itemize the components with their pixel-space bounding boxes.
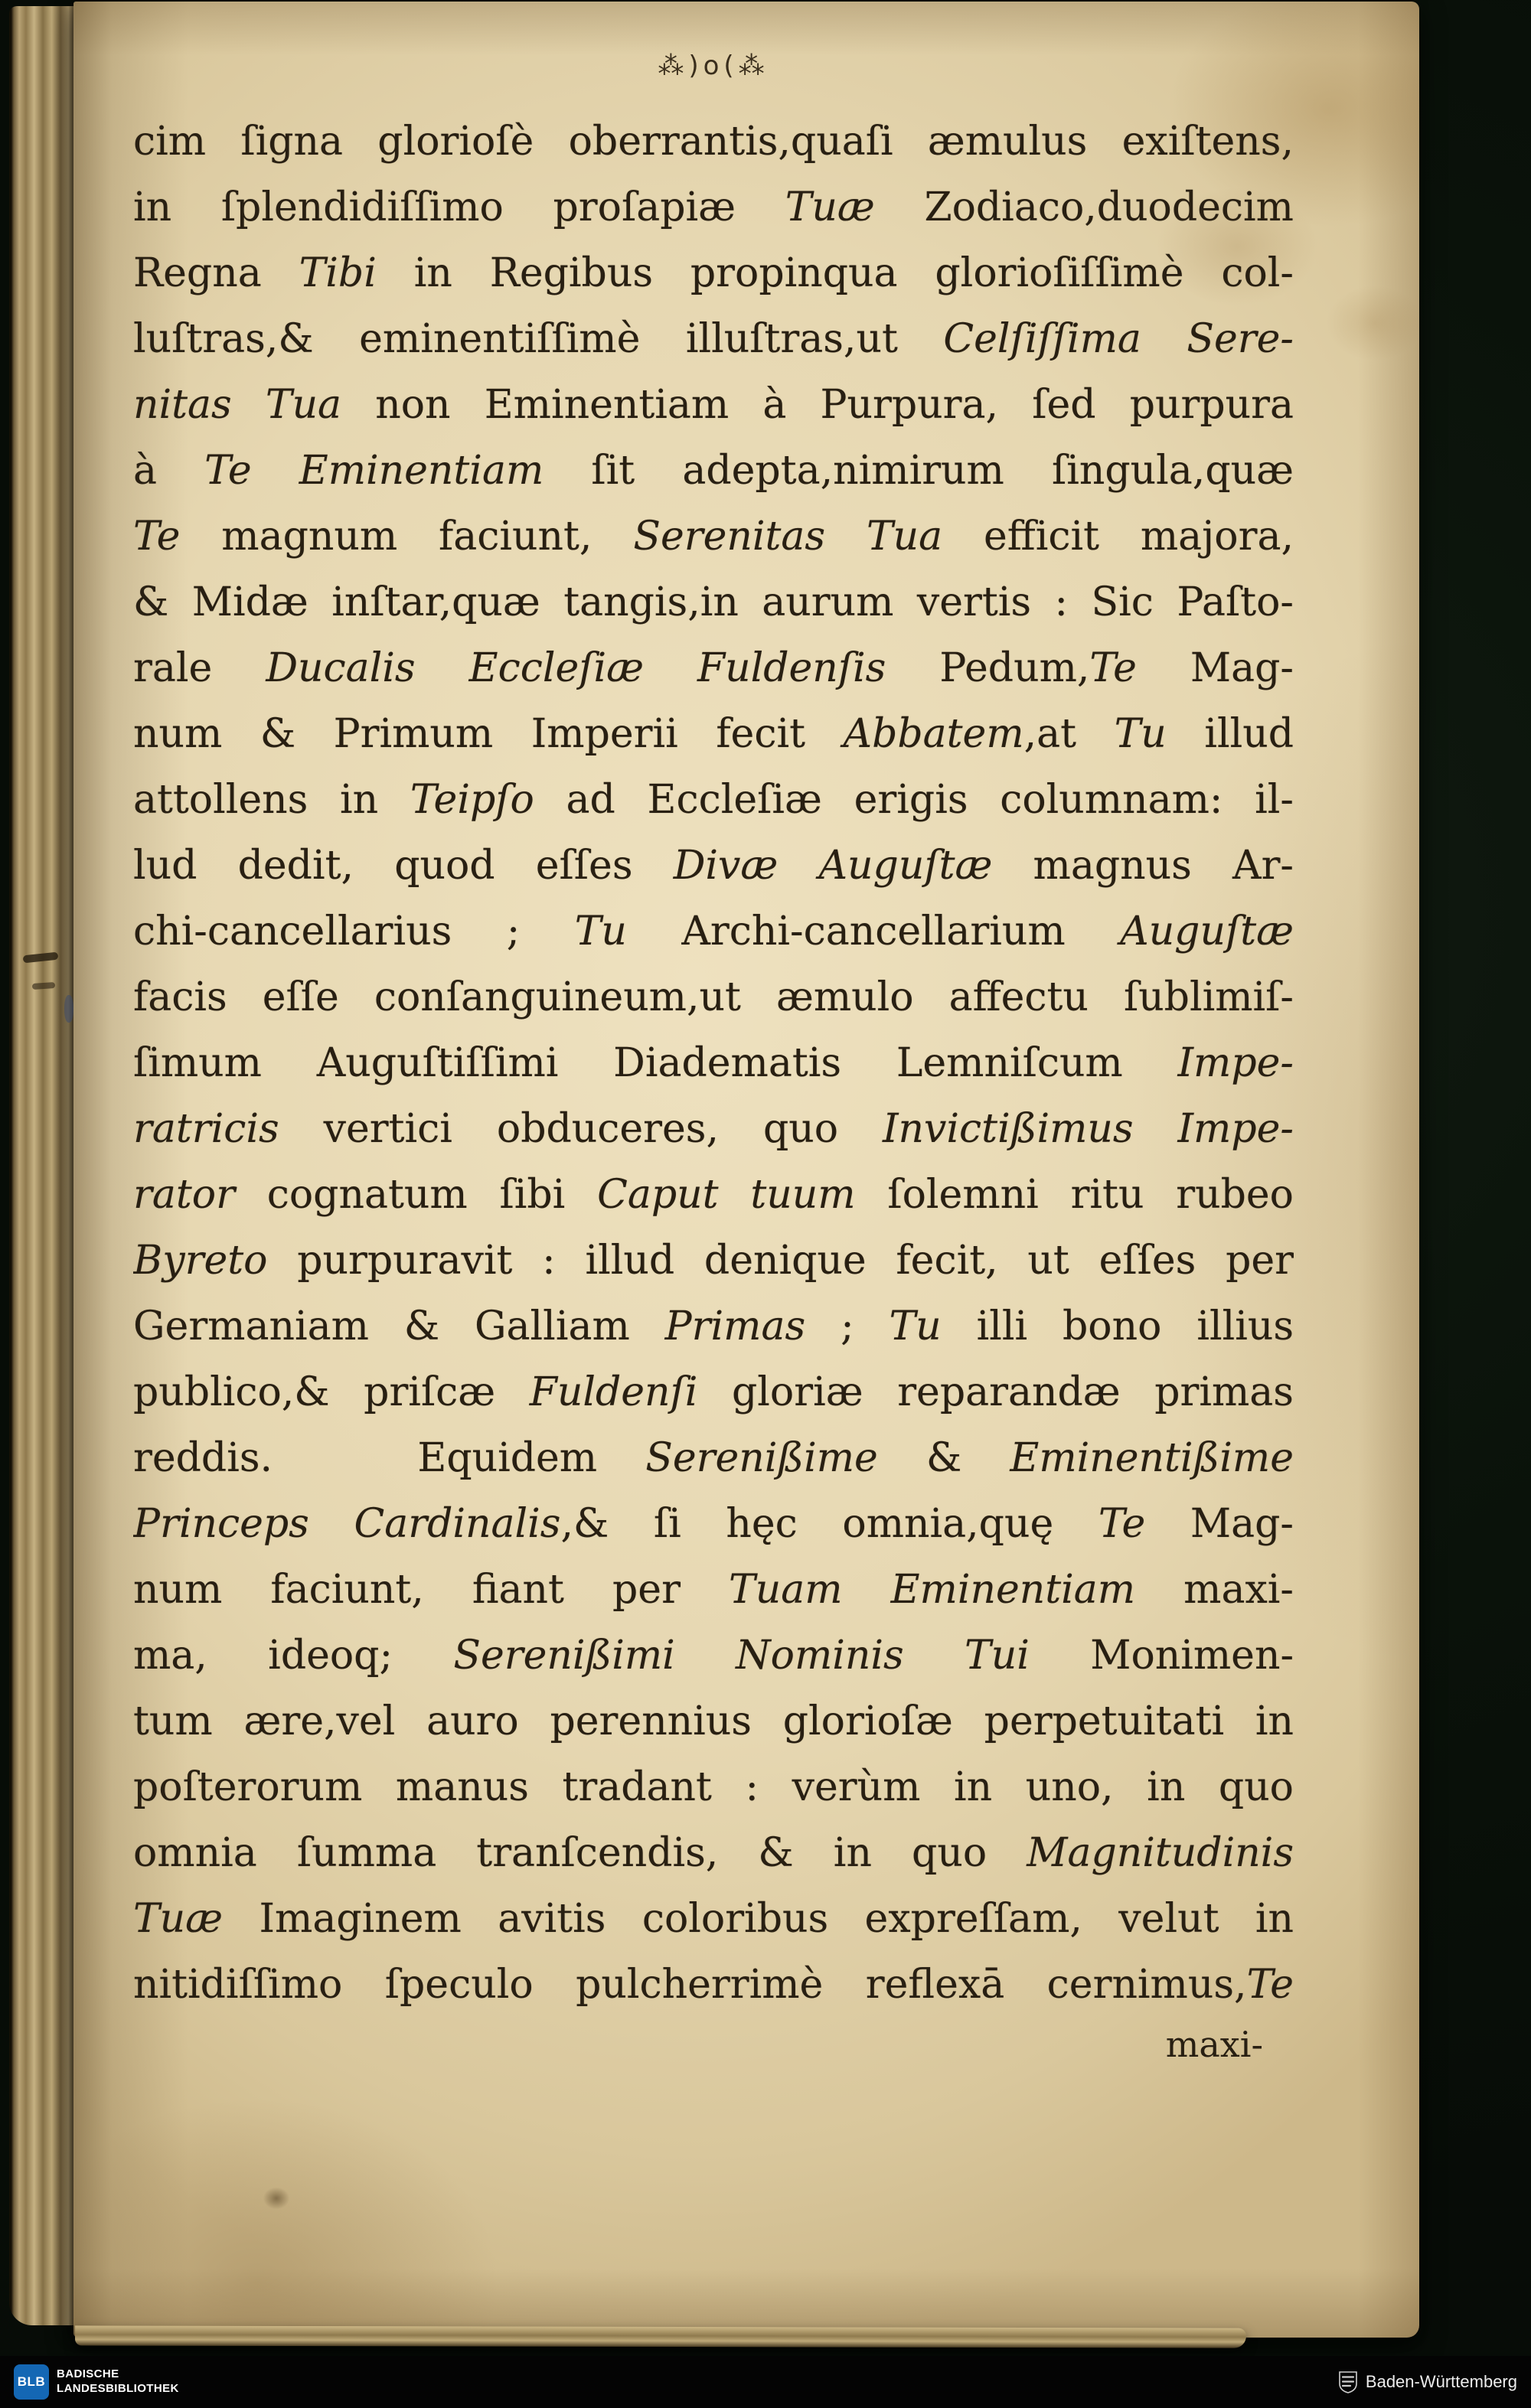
text-segment: vertici obduceres, quo: [279, 1106, 883, 1152]
text-segment: omnia ſumma tranſcendis, & in quo: [133, 1830, 1027, 1876]
ink-smudge: [64, 995, 73, 1023]
italic-segment: Magnitudinis: [1027, 1830, 1294, 1876]
text-line: [133, 504, 1294, 569]
italic-segment: Auguſtæ: [1120, 909, 1294, 954]
text-segment: Germaniam & Galliam: [133, 1304, 665, 1349]
italic-segment: rator: [133, 1172, 235, 1218]
italic-segment: Te: [1098, 1501, 1146, 1547]
text-line: [133, 1228, 1294, 1294]
italic-segment: Primas: [664, 1304, 806, 1349]
italic-segment: Eminentißime: [1010, 1435, 1294, 1481]
italic-segment: Celſiſſima Sere-: [943, 316, 1294, 362]
text-segment: magnum faciunt,: [180, 514, 634, 560]
italic-segment: Te: [133, 514, 181, 560]
italic-segment: Serenißimi Nominis Tui: [453, 1633, 1030, 1679]
text-segment: facis eſſe conſanguineum,ut æmulo affectu ſublimiſ-: [133, 974, 1294, 1020]
italic-segment: nitas Tua: [133, 382, 342, 428]
text-line: [133, 240, 1294, 306]
text-segment: &: [877, 1435, 1010, 1481]
blb-logo: BLB: [14, 2364, 49, 2400]
text-segment: à: [133, 448, 205, 494]
library-name-line2: LANDESBIBLIOTHEK: [57, 2382, 179, 2395]
text-segment: gloriæ reparandæ primas: [697, 1369, 1294, 1415]
text-segment: rale: [133, 645, 266, 691]
text-line: [133, 175, 1294, 240]
text-segment: & Midæ inſtar,quæ tangis,in aurum vertis : Sic Paſto-: [133, 579, 1294, 625]
italic-segment: Fuldenſi: [529, 1369, 698, 1415]
italic-segment: Serenißime: [645, 1435, 878, 1481]
text-line: [133, 1689, 1294, 1754]
text-segment: chi-cancellarius ;: [133, 909, 575, 954]
text-line: [133, 1359, 1294, 1425]
text-segment: ſolemni ritu rubeo: [855, 1172, 1294, 1218]
text-segment: cognatum ſibi: [234, 1172, 598, 1218]
italic-segment: Byreto: [133, 1238, 268, 1284]
text-line: [133, 1820, 1294, 1886]
text-segment: ſimum Auguſtiſſimi Diadematis Lemniſcum: [133, 1040, 1178, 1086]
text-line: [133, 372, 1294, 438]
italic-segment: Princeps Cardinalis: [133, 1501, 561, 1547]
italic-segment: Ducalis Eccleſiæ Fuldenſis: [266, 645, 886, 691]
italic-segment: Te: [1246, 1962, 1294, 2008]
text-segment: Imaginem avitis coloribus expreſſam, velut in: [223, 1896, 1294, 1942]
text-segment: nitidiſſimo ſpeculo pulcherrimè reflexā cernimus,: [133, 1962, 1247, 2008]
text-segment: reddis. Equidem: [133, 1435, 646, 1481]
text-line: [133, 1623, 1294, 1689]
italic-segment: Serenitas Tua: [633, 514, 943, 560]
text-segment: Archi-cancellarium: [626, 909, 1121, 954]
footer-right: [1338, 2370, 1517, 2393]
text-segment: cim ſigna glorioſè oberrantis,quaſi æmulus exiſtens,: [133, 119, 1294, 165]
text-segment: illi bono illius: [941, 1304, 1294, 1349]
italic-segment: Tuæ: [785, 184, 875, 230]
text-segment: purpuravit : illud denique fecit, ut eſſes per: [267, 1238, 1294, 1284]
text-segment: Mag-: [1136, 645, 1294, 691]
text-segment: ;: [805, 1304, 890, 1349]
text-line: [133, 964, 1294, 1030]
italic-segment: Impe-: [1177, 1040, 1294, 1086]
library-name-line1: BADISCHE: [57, 2367, 119, 2381]
region-label: Baden-Württemberg: [1365, 2372, 1517, 2391]
text-line: [133, 569, 1294, 635]
text-segment: in Regibus propinqua glorioſiſſimè col-: [376, 250, 1294, 296]
text-line: [133, 1162, 1294, 1228]
text-line: [133, 1952, 1294, 2018]
text-segment: ,at: [1023, 711, 1115, 757]
text-segment: Mag-: [1145, 1501, 1294, 1547]
text-segment: lud dedit, quod eſſes: [133, 843, 674, 889]
text-line: [133, 306, 1294, 372]
text-line: [133, 1557, 1294, 1623]
text-segment: non Eminentiam à Purpura, ſed purpura: [341, 382, 1294, 428]
italic-segment: Invictißimus Impe-: [883, 1106, 1294, 1152]
text-segment: Pedum,: [886, 645, 1090, 691]
italic-segment: Tibi: [299, 250, 377, 296]
text-segment: luſtras,& eminentiſſimè illuſtras,ut: [133, 316, 944, 362]
text-segment: publico,& priſcæ: [133, 1369, 530, 1415]
text-line: [133, 109, 1294, 175]
text-segment: num & Primum Imperii fecit: [133, 711, 844, 757]
text-segment: tum ære,vel auro perennius glorioſæ perpetuitati in: [133, 1698, 1294, 1744]
italic-segment: Te Eminentiam: [204, 448, 544, 494]
text-segment: attollens in: [133, 777, 410, 823]
viewer-footer: [0, 2356, 1531, 2408]
text-segment: maxi-: [1135, 1567, 1294, 1613]
text-line: [133, 1030, 1294, 1096]
text-segment: num faciunt, fiant per: [133, 1567, 730, 1613]
italic-segment: Tu: [574, 909, 627, 954]
text-segment: in ſplendidiſſimo proſapiæ: [133, 184, 785, 230]
text-segment: Monimen-: [1029, 1633, 1294, 1679]
italic-segment: Te: [1089, 645, 1137, 691]
page-edge-stack: [9, 6, 77, 2325]
italic-segment: Tuam Eminentiam: [729, 1567, 1136, 1613]
italic-segment: Tu: [1114, 711, 1167, 757]
text-line: [133, 1491, 1294, 1557]
text-segment: poſterorum manus tradant : verùm in uno, in quo: [133, 1764, 1294, 1810]
text-line: [133, 767, 1294, 833]
italic-segment: Caput tuum: [597, 1172, 856, 1218]
text-line: [133, 1096, 1294, 1162]
text-segment: magnus Ar-: [992, 843, 1294, 889]
catchword: maxi-: [1165, 2024, 1263, 2065]
text-segment: ſit adepta,nimirum ſingula,quæ: [544, 448, 1294, 494]
italic-segment: ratricis: [133, 1106, 279, 1152]
italic-segment: Abbatem: [843, 711, 1024, 757]
text-segment: efficit majora,: [942, 514, 1294, 560]
italic-segment: Divæ Auguſtæ: [673, 843, 993, 889]
italic-segment: Tu: [889, 1304, 942, 1349]
page-ornament: ⁂)o(⁂: [658, 51, 769, 81]
italic-segment: Tuæ: [133, 1896, 224, 1942]
text-line: [133, 438, 1294, 504]
text-segment: illud: [1166, 711, 1294, 757]
text-segment: ,& ſi hęc omnia,quę: [560, 1501, 1098, 1547]
italic-segment: Teipſo: [410, 777, 534, 823]
coat-of-arms-icon: [1338, 2370, 1358, 2393]
text-line: [133, 1754, 1294, 1820]
text-block: [133, 109, 1294, 2018]
text-line: [133, 635, 1294, 701]
text-line: [133, 833, 1294, 899]
text-line: [133, 1425, 1294, 1491]
text-segment: Zodiaco,duodecim: [874, 184, 1294, 230]
text-segment: ma, ideoq;: [133, 1633, 454, 1679]
bottom-page-edges: [75, 2325, 1246, 2348]
text-line: [133, 899, 1294, 964]
book-page: [73, 2, 1419, 2338]
text-line: [133, 1294, 1294, 1359]
text-segment: Regna: [133, 250, 299, 296]
library-name: [57, 2367, 179, 2397]
text-line: [133, 701, 1294, 767]
text-segment: ad Eccleſiæ erigis columnam: il-: [534, 777, 1294, 823]
text-line: [133, 1886, 1294, 1952]
